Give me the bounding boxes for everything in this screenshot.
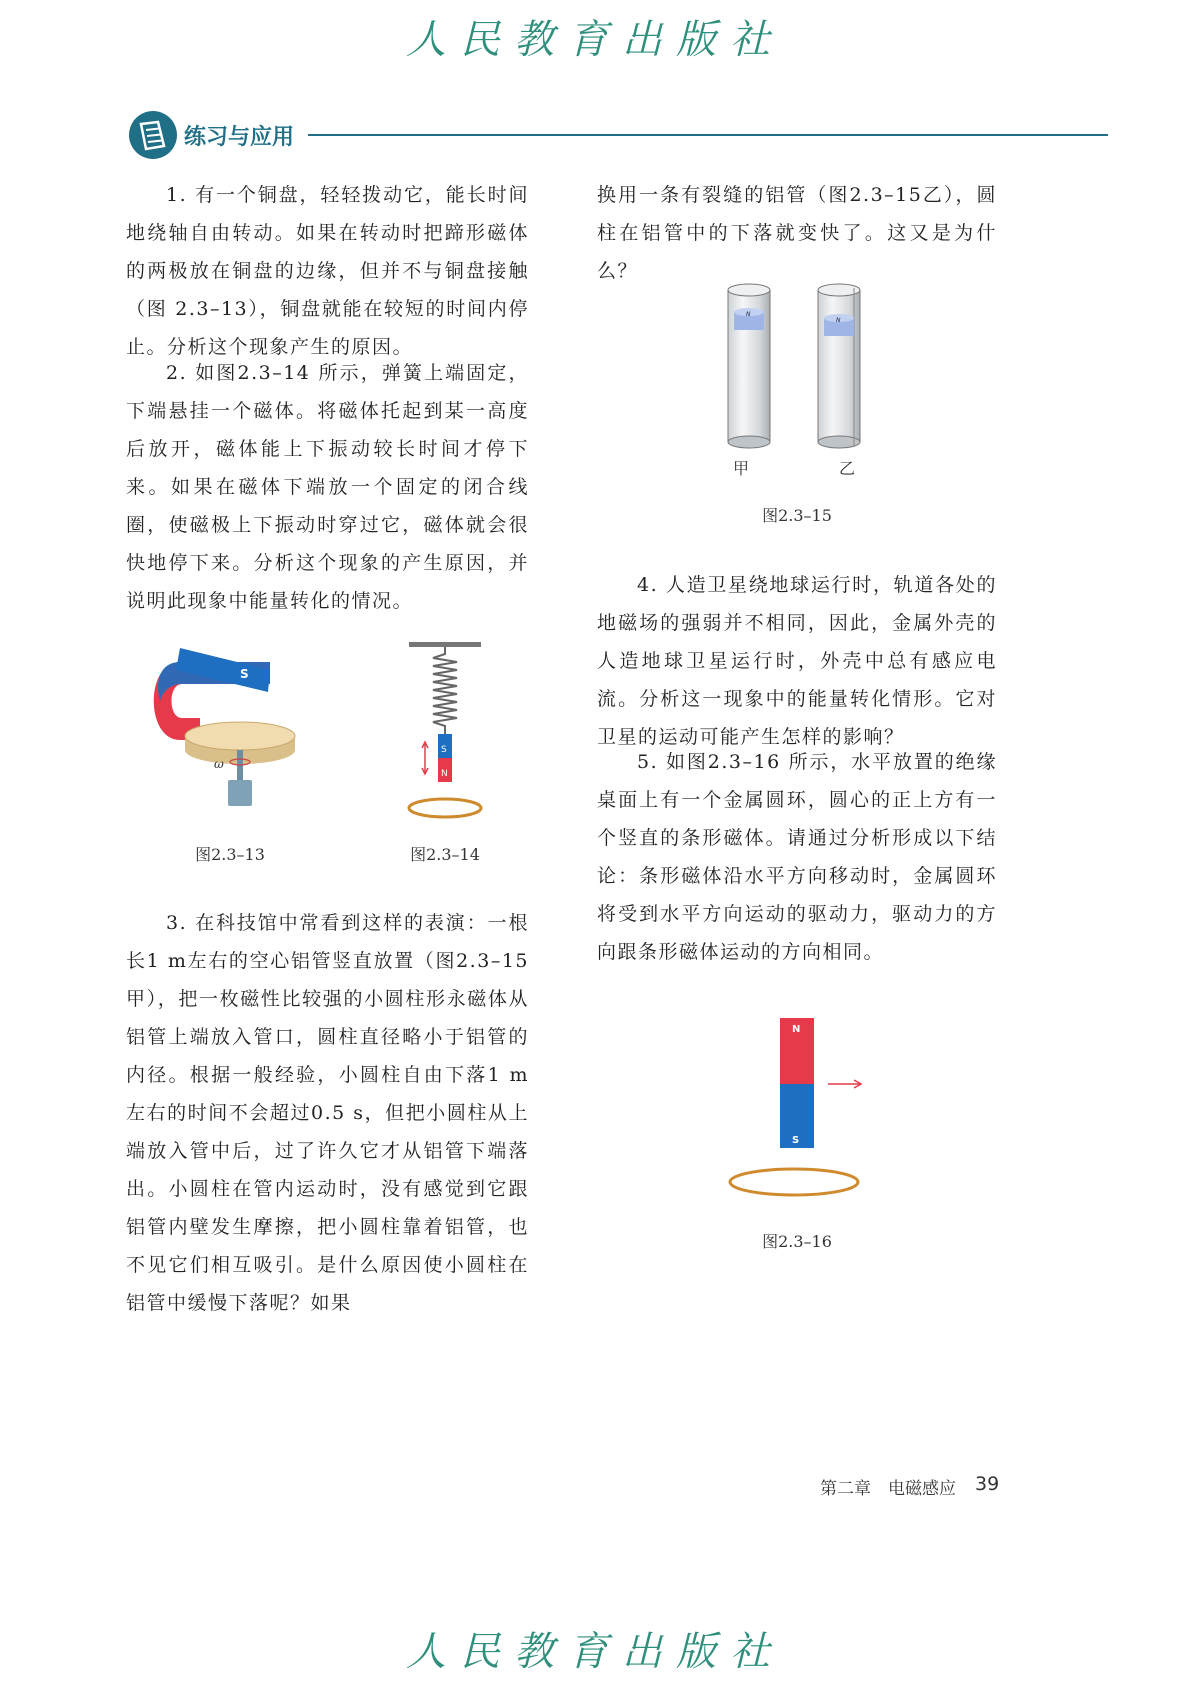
publisher-header: 人民教育出版社 xyxy=(406,17,784,63)
figure-2-3-14 xyxy=(395,640,495,825)
caption-fig15: 图2.3–15 xyxy=(762,506,832,525)
closed-coil xyxy=(409,799,481,817)
omega-label: ω xyxy=(214,757,224,771)
spring xyxy=(433,647,457,734)
section-rule xyxy=(308,134,1108,136)
svg-text:S: S xyxy=(792,1135,800,1146)
copper-disc xyxy=(185,722,295,750)
svg-text:S: S xyxy=(441,745,447,755)
question-3-continued: 换用一条有裂缝的铝管（图2.3–15乙），圆柱在铝管中的下落就变快了。这又是为什么？ xyxy=(597,184,997,282)
figure-2-3-15 xyxy=(720,280,870,480)
metal-ring xyxy=(730,1169,858,1195)
question-1: 1. 有一个铜盘，轻轻拨动它，能长时间地绕轴自由转动。如果在转动时把蹄形磁体的两极放在铜盘的边缘，但并不与铜盘接触（图 2.3–13），铜盘就能在较短的时间内停止。分析这个现象产生的原因。 xyxy=(126,184,529,358)
svg-text:N: N xyxy=(792,1024,801,1035)
publisher-footer: 人民教育出版社 xyxy=(406,1629,784,1675)
label-yi: 乙 xyxy=(838,459,855,478)
magnet-s-label: S xyxy=(240,667,249,681)
ceiling-support xyxy=(409,642,481,647)
svg-text:N: N xyxy=(836,317,841,324)
caption-fig13: 图2.3–13 xyxy=(195,845,265,864)
question-4: 4. 人造卫星绕地球运行时，轨道各处的地磁场的强弱并不相同，因此，金属外壳的人造地球卫星运行时，外壳中总有感应电流。分析这一现象中的能量转化情形。它对卫星的运动可能产生怎样的影响？ xyxy=(597,574,997,748)
svg-text:N: N xyxy=(746,311,751,318)
caption-fig14: 图2.3–14 xyxy=(410,845,480,864)
svg-text:N: N xyxy=(441,769,448,779)
question-2: 2. 如图2.3–14 所示，弹簧上端固定，下端悬挂一个磁体。将磁体托起到某一高度后放开，磁体能上下振动较长时间才停下来。如果在磁体下端放一个固定的闭合线圈，使磁极上下振动时穿过它，磁体就会很快地停下来。分析这个现象的产生原因，并说明此现象中能量转化的情况。 xyxy=(126,362,529,612)
horseshoe-top xyxy=(176,648,270,692)
label-jia: 甲 xyxy=(732,459,749,478)
caption-fig16: 图2.3–16 xyxy=(762,1232,832,1251)
exercise-book-icon xyxy=(128,110,178,160)
base xyxy=(228,780,252,806)
page-number: 39 xyxy=(975,1473,1000,1495)
question-5: 5. 如图2.3–16 所示，水平放置的绝缘桌面上有一个金属圆环，圆心的正上方有一个竖直的条形磁体。请通过分析形成以下结论：条形磁体沿水平方向移动时，金属圆环将受到水平方向运动的驱动力，驱动力的方向跟条形磁体运动的方向相同。 xyxy=(597,751,997,963)
section-title: 练习与应用 xyxy=(184,125,295,150)
figure-2-3-16 xyxy=(722,1012,872,1202)
figure-2-3-13 xyxy=(140,630,320,820)
chapter-footer: 第二章 电磁感应 xyxy=(820,1479,956,1499)
question-3: 3. 在科技馆中常看到这样的表演：一根长1 m左右的空心铝管竖直放置（图2.3–15甲），把一枚磁性比较强的小圆柱形永磁体从铝管上端放入管口，圆柱直径略小于铝管的内径。根据一般经验，小圆柱自由下落1 m左右的时间不会超过0.5 s，但把小圆柱从上端放入管中后，过了许久它才从铝管下端落出。小圆柱在管内运动时，没有感觉到它跟铝管内壁发生摩擦，把小圆柱靠着铝管，也不见它们相互吸引。是什么原因使小圆柱在铝管中缓慢下落呢？如果 xyxy=(126,912,529,1314)
